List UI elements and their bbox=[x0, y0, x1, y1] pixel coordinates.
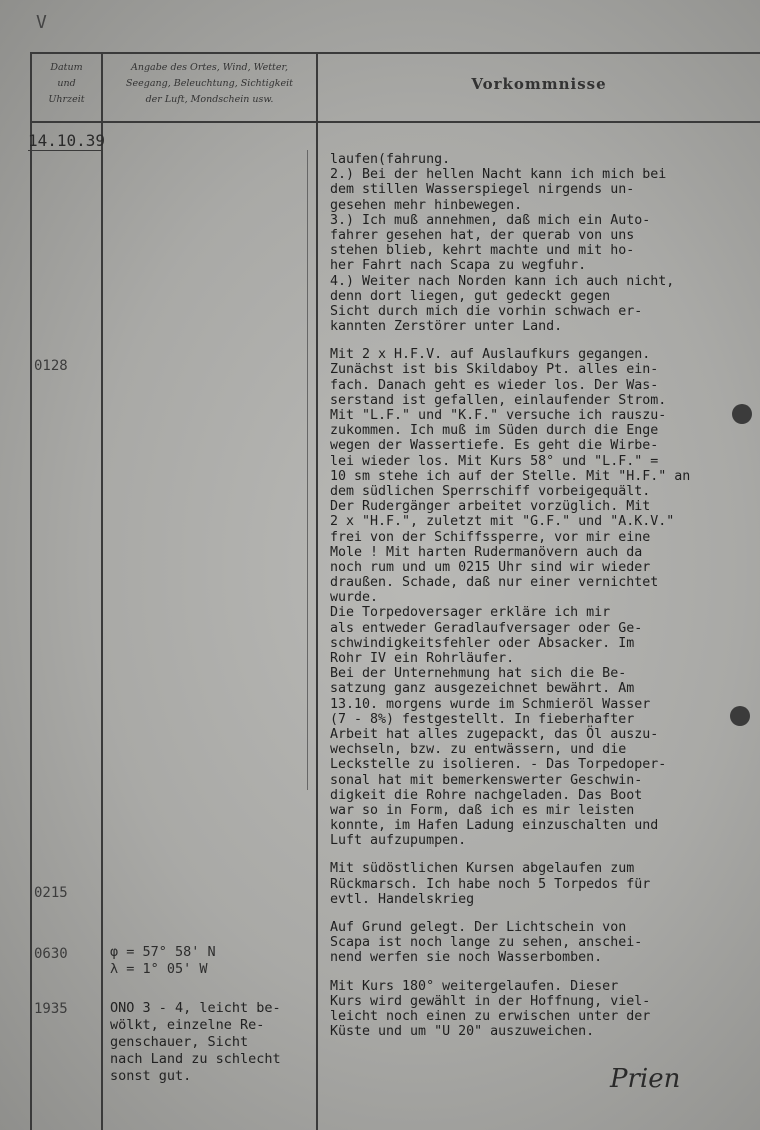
text-line: 2 x "H.F.", zuletzt mit "G.F." und "A.K.V." bbox=[330, 514, 675, 530]
text-line: Mole ! Mit harten Rudermanövern auch da bbox=[330, 544, 643, 560]
header-events: Vorkommnisse bbox=[471, 75, 607, 93]
text-line: fach. Danach geht es wieder los. Der Was- bbox=[330, 377, 659, 393]
text-line: war so in Form, daß ich es mir leisten bbox=[330, 802, 635, 818]
events-text bbox=[330, 152, 750, 1039]
text-line: Auf Grund gelegt. Der Lichtschein von bbox=[330, 920, 627, 935]
text-line: Rohr IV ein Rohrläufer. bbox=[330, 651, 515, 666]
text-line: 3.) Ich muß annehmen, daß mich ein Auto- bbox=[330, 212, 651, 228]
text-line: draußen. Schade, daß nur einer vernichtet bbox=[330, 575, 659, 591]
latitude: φ = 57° 58' N bbox=[110, 944, 216, 960]
text-line: 10 sm stehe ich auf der Stelle. Mit "H.F." an bbox=[330, 468, 691, 484]
header-col2-line3: der Luft, Mondschein usw. bbox=[145, 94, 274, 105]
header-col1-line1: Datum bbox=[50, 62, 83, 73]
text-line: schwindigkeitsfehler oder Absacker. Im bbox=[330, 635, 635, 651]
time-0630: 0630 bbox=[34, 946, 68, 962]
paragraph-gap bbox=[330, 907, 750, 920]
text-line: laufen(fahrung. bbox=[330, 152, 451, 167]
header-col1-line3: Uhrzeit bbox=[48, 94, 85, 105]
time-0215: 0215 bbox=[34, 885, 68, 901]
weather-line: nach Land zu schlecht bbox=[110, 1051, 281, 1067]
text-line: Mit südöstlichen Kursen abgelaufen zum bbox=[330, 861, 635, 877]
text-line: denn dort liegen, gut gedeckt gegen bbox=[330, 288, 611, 304]
text-line: 2.) Bei der hellen Nacht kann ich mich bei bbox=[330, 167, 667, 183]
text-line: Mit "L.F." und "K.F." versuche ich rauszu- bbox=[330, 408, 667, 423]
col2-rule bbox=[316, 52, 318, 1130]
top-rule bbox=[30, 52, 760, 54]
text-line: als entweder Geradlaufversager oder Ge- bbox=[330, 620, 643, 636]
col1-rule bbox=[101, 52, 103, 1130]
text-line: wechseln, bzw. zu entwässern, und die bbox=[330, 742, 627, 758]
text-line: leicht noch einen zu erwischen unter der bbox=[330, 1008, 651, 1024]
weather-line: wölkt, einzelne Re- bbox=[110, 1017, 265, 1033]
header-bottom-rule bbox=[30, 121, 760, 123]
text-line: Leckstelle zu isolieren. - Das Torpedoper- bbox=[330, 757, 667, 773]
paragraph-gap bbox=[330, 848, 750, 861]
text-line: wegen der Wassertiefe. Es geht die Wirbe- bbox=[330, 438, 659, 454]
text-line: frei von der Schiffssperre, vor mir eine bbox=[330, 529, 651, 545]
punch-hole-bottom bbox=[730, 706, 750, 726]
text-line: fahrer gesehen hat, der querab von uns bbox=[330, 227, 635, 243]
text-line: digkeit die Rohre nachgeladen. Das Boot bbox=[330, 787, 643, 803]
text-line: Arbeit hat alles zugepackt, das Öl auszu- bbox=[330, 726, 659, 742]
text-line: Rückmarsch. Ich habe noch 5 Torpedos für bbox=[330, 876, 651, 892]
text-line: satzung ganz ausgezeichnet bewährt. Am bbox=[330, 681, 635, 697]
text-line: her Fahrt nach Scapa zu wegfuhr. bbox=[330, 258, 587, 274]
time-1935: 1935 bbox=[34, 1001, 68, 1017]
margin-rule bbox=[307, 150, 308, 790]
text-line: gesehen mehr hinbewegen. bbox=[330, 197, 523, 213]
text-line: evtl. Handelskrieg bbox=[330, 891, 475, 907]
text-line: Scapa ist noch lange zu sehen, anschei- bbox=[330, 935, 643, 951]
text-line: Mit 2 x H.F.V. auf Auslaufkurs gegangen. bbox=[330, 347, 651, 363]
text-line: Mit Kurs 180° weitergelaufen. Dieser bbox=[330, 978, 619, 994]
date-underline bbox=[28, 150, 102, 151]
text-line: Bei der Unternehmung hat sich die Be- bbox=[330, 666, 627, 682]
page-number: V bbox=[36, 12, 47, 33]
text-line: wurde. bbox=[330, 590, 379, 606]
punch-hole-top bbox=[732, 404, 752, 424]
text-line: Sicht durch mich die vorhin schwach er- bbox=[330, 303, 643, 319]
text-line: Der Rudergänger arbeitet vorzüglich. Mit bbox=[330, 499, 651, 515]
text-line: 4.) Weiter nach Norden kann ich auch nicht, bbox=[330, 273, 675, 289]
signature: Prien bbox=[610, 1064, 681, 1094]
text-line: serstand ist gefallen, einlaufender Strom. bbox=[330, 392, 667, 408]
text-line: lei wieder los. Mit Kurs 58° und "L.F." = bbox=[330, 453, 659, 469]
text-line: noch rum und um 0215 Uhr sind wir wieder bbox=[330, 559, 651, 575]
position-coordinates bbox=[110, 944, 216, 978]
log-date: 14.10.39 bbox=[28, 131, 106, 150]
text-line: Luft aufzupumpen. bbox=[330, 833, 467, 849]
text-line: Die Torpedoversager erkläre ich mir bbox=[330, 605, 611, 621]
paragraph-gap bbox=[330, 966, 750, 979]
text-line: konnte, im Hafen Ladung einzuschalten und bbox=[330, 818, 659, 834]
weather-entry bbox=[110, 1000, 315, 1085]
weather-line: sonst gut. bbox=[110, 1068, 192, 1084]
text-line: dem südlichen Sperrschiff vorbeigequält. bbox=[330, 483, 651, 499]
time-0128: 0128 bbox=[34, 358, 68, 374]
text-line: nend werfen sie noch Wasserbomben. bbox=[330, 950, 603, 966]
header-col2-line2: Seegang, Beleuchtung, Sichtigkeit bbox=[126, 78, 293, 89]
text-line: 13.10. morgens wurde im Schmieröl Wasser bbox=[330, 696, 651, 712]
text-line: sonal hat mit bemerkenswerter Geschwin- bbox=[330, 772, 643, 788]
weather-line: genschauer, Sicht bbox=[110, 1034, 249, 1050]
text-line: (7 - 8%) festgestellt. In fieberhafter bbox=[330, 711, 635, 727]
paragraph-gap bbox=[330, 334, 750, 347]
text-line: Küste und um "U 20" auszuweichen. bbox=[330, 1024, 595, 1040]
text-line: Kurs wird gewählt in der Hoffnung, viel- bbox=[330, 993, 651, 1009]
longitude: λ = 1° 05' W bbox=[110, 961, 208, 977]
header-col1-line2: und bbox=[57, 78, 76, 89]
text-line: Zunächst ist bis Skildaboy Pt. alles ein- bbox=[330, 362, 659, 378]
text-line: kannten Zerstörer unter Land. bbox=[330, 319, 563, 335]
header-col2-line1: Angabe des Ortes, Wind, Wetter, bbox=[131, 62, 288, 73]
text-line: stehen blieb, kehrt machte und mit ho- bbox=[330, 243, 635, 259]
weather-line: ONO 3 - 4, leicht be- bbox=[110, 1000, 281, 1016]
left-rule bbox=[30, 52, 32, 1130]
text-line: zukommen. Ich muß im Süden durch die Enge bbox=[330, 423, 659, 439]
text-line: dem stillen Wasserspiegel nirgends un- bbox=[330, 182, 635, 198]
header-location-weather bbox=[103, 60, 316, 108]
header-date-time bbox=[32, 60, 101, 108]
